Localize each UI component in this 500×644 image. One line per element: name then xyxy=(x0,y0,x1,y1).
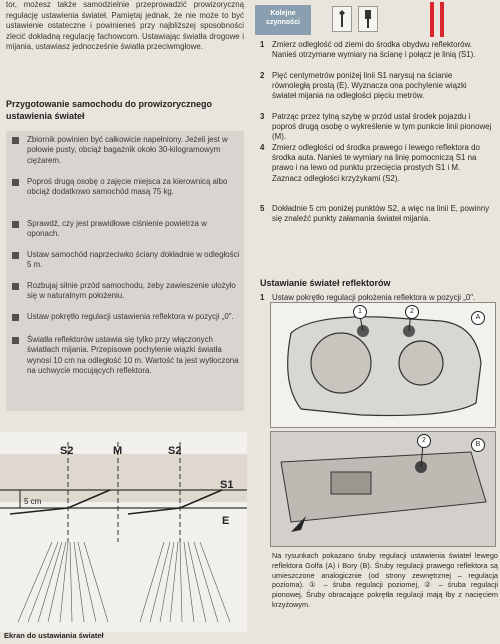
prep-item: Poproś drugą osobę o zajęcie miejsca za kierownicą albo obciąż dodatkowo samochód masą 75 kg. xyxy=(12,177,240,198)
photo-b-label: B xyxy=(471,438,485,452)
difficulty-indicator xyxy=(430,2,450,37)
label-s2-right: S2 xyxy=(168,445,182,457)
prep-item: Zbiornik powinien być całkowicie napełniony. Jeżeli jest w połowie pusty, obciąż bagażnik około 30-kilogramowym ciężarem. xyxy=(12,135,240,166)
step-item: 4 Zmierz odległości od środka prawego i lewego reflektora do środka auta. Nanieś te wymiary na linię pomocniczą S1 na prawo i na lewo od punktu przecięcia prostych S1 i M. Zaznacz odległości krzyżykami (S2). xyxy=(260,143,480,183)
label-s1: S1 xyxy=(220,479,234,491)
label-e: E xyxy=(222,515,230,527)
screwdriver-icon xyxy=(358,6,378,32)
step-item: 1 Zmierz odległość od ziemi do środka obydwu reflektorów. Nanieś otrzymane wymiary na ścianę i połącz je linią (S1). xyxy=(260,40,476,60)
bullet-square-icon xyxy=(12,314,19,321)
label-s2-left: S2 xyxy=(60,445,74,457)
diagram-caption: Ekran do ustawiania świateł xyxy=(4,631,104,640)
bullet-square-icon xyxy=(12,221,19,228)
callout-1: 1 xyxy=(353,305,367,319)
label-distance: 5 cm xyxy=(24,497,42,506)
headlight-photo-a xyxy=(270,302,496,428)
reflector-adjust-title: Ustawianie świateł reflektorów xyxy=(260,278,391,288)
bullet-square-icon xyxy=(12,137,19,144)
preparation-box xyxy=(6,131,244,411)
prep-item: Ustaw pokrętło regulacji ustawienia reflektora w pozycji „0". xyxy=(12,312,240,322)
prep-item: Światła reflektorów ustawia się tylko przy włączonych światłach mijania. Przepisowe pochylenie wiązki światła wynosi 10 cm na odległość 10 m. Wartość ta jest wytłoczona na uchwycie mocujących reflektora. xyxy=(12,335,240,377)
photo-a-label: A xyxy=(471,311,485,325)
step-item: 3 Patrząc przez tylną szybę w przód ustal środek pojazdu i poproś drugą osobę o wykreślenie w tym punkcie linii pionowej (M). xyxy=(260,112,492,142)
photo-note: Na rysunkach pokazano śruby regulacji ustawienia świateł lewego reflektora Golfa (A) i Bory (B). Śruby regulacji prawego reflektora są umieszczone analogicznie (od strony zewnętrznej – regulacja pozioma). ① – śruba regulacji poziomej, ② – śruba regulacji pionowej. Śruby obracające pokrętła regulacji mają łby z nacięciem krzyżowym. xyxy=(272,551,498,609)
next-steps-badge: Kolejne czynności xyxy=(255,5,311,35)
preparation-title: Przygotowanie samochodu do prowizorycznego ustawienia świateł xyxy=(6,99,213,121)
prep-item: Rozbujaj silnie przód samochodu, żeby zawieszenie ułożyło się w naturalnym położeniu. xyxy=(12,281,240,302)
wrench-icon xyxy=(332,6,352,32)
headlight-photo-b xyxy=(270,431,496,547)
bullet-square-icon xyxy=(12,337,19,344)
bullet-square-icon xyxy=(12,179,19,186)
bullet-square-icon xyxy=(12,252,19,259)
left-column xyxy=(0,0,247,644)
step-item: 2 Pięć centymetrów poniżej linii S1 narysuj na ścianie równoległą prostą (E). Wyznacza ona pochylenie wiązki świateł mijania na odległości pięciu metrów. xyxy=(260,71,467,101)
headlight-screen-diagram xyxy=(0,432,247,632)
label-m: M xyxy=(113,445,123,457)
prep-item: Sprawdź, czy jest prawidłowe ciśnienie powietrza w oponach. xyxy=(12,219,240,240)
callout-2: 2 xyxy=(405,305,419,319)
right-column xyxy=(252,0,500,644)
step-item: 5 Dokładnie 5 cm poniżej punktów S2, a więc na linii E, powinny się znaleźć punkty załamania świateł mijania. xyxy=(260,204,490,224)
bullet-square-icon xyxy=(12,283,19,290)
reflector-step: 1 Ustaw pokrętło regulacji położenia reflektora w pozycji „0". xyxy=(260,293,476,302)
prep-item: Ustaw samochód naprzeciwko ściany dokładnie w odległości 5 m. xyxy=(12,250,240,271)
callout-2: 2 xyxy=(417,434,431,448)
intro-paragraph: tor, możesz także samodzielnie przeprowadzić prowizoryczną regulację ustawienia świateł. Pamiętaj jednak, że nie może to być ustawienie ostateczne i powinieneś przy najbliższej sposobności zlecić dokładną regulację fachowcom. Ustawiając światła drogowe i mijania, ustawiasz jednocześnie światła przeciwmgłowe. xyxy=(6,0,244,51)
